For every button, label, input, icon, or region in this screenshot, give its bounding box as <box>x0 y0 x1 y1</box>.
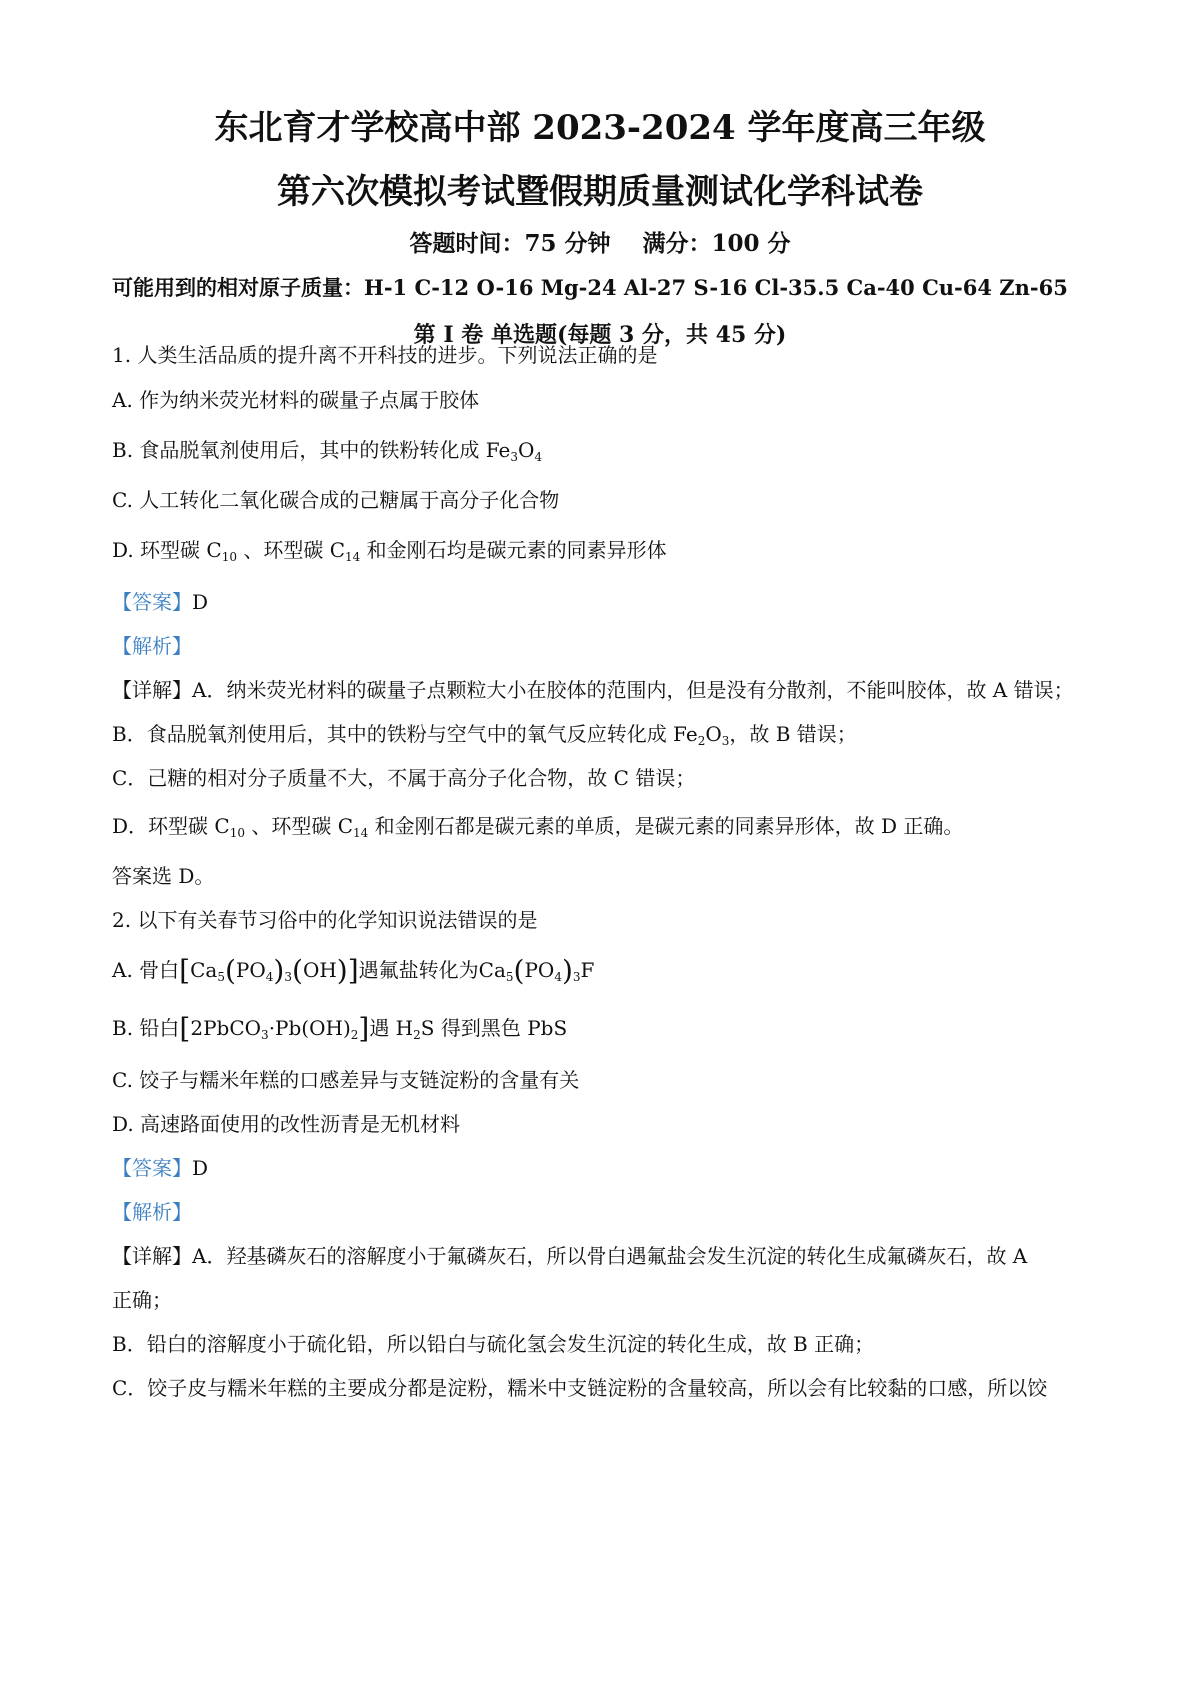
q1-answer: 【答案】D <box>112 590 209 614</box>
q2-option-a: A. 骨白$[Ca_5(PO_4)_3(OH)]$遇氟盐转化为$Ca_5(PO_4)_3F$ <box>112 954 595 987</box>
formula-hydroxyapatite: $[Ca_5(PO_4)_3(OH)]$ <box>179 954 359 987</box>
q2-stem: 2. 以下有关春节习俗中的化学知识说法错误的是 <box>112 908 538 932</box>
q1-option-b: B. 食品脱氧剂使用后，其中的铁粉转化成 $Fe_3O_4$ <box>112 438 543 464</box>
q2-analysis-tag: 【解析】 <box>112 1200 192 1224</box>
q1-detail-a: 【详解】A．纳米荧光材料的碳量子点颗粒大小在胶体的范围内，但是没有分散剂，不能叫胶体，故 A 错误； <box>112 678 1074 702</box>
q2-detail-a1: 【详解】A．羟基磷灰石的溶解度小于氟磷灰石，所以骨白遇氟盐会发生沉淀的转化生成氟磷灰石，故 A <box>112 1244 1028 1268</box>
q1-detail-c: C．己糖的相对分子质量不大，不属于高分子化合物，故 C 错误； <box>112 766 696 790</box>
q1-analysis-tag: 【解析】 <box>112 634 192 658</box>
exam-info: 答题时间：75 分钟 满分：100 分 <box>409 230 791 257</box>
answer-tag: 【答案】 <box>112 590 192 614</box>
q2-answer: 【答案】D <box>112 1156 209 1180</box>
exam-title-line2: 第六次模拟考试暨假期质量测试化学科试卷 <box>277 172 923 212</box>
q2-detail-c: C．饺子皮与糯米年糕的主要成分都是淀粉，糯米中支链淀粉的含量较高，所以会有比较黏的口感，所以饺 <box>112 1376 1048 1400</box>
q2-detail-a2: 正确； <box>112 1288 172 1312</box>
atomic-masses: 可能用到的相对原子质量：H-1 C-12 O-16 Mg-24 Al-27 S-16 Cl-35.5 Ca-40 Cu-64 Zn-65 <box>112 275 1068 300</box>
formula-lead-white: $[2PbCO_3\cdot Pb(OH)_2]$ <box>179 1012 370 1045</box>
q2-option-b: B. 铅白$[2PbCO_3\cdot Pb(OH)_2]$遇 $H_2S$ 得到黑色 PbS <box>112 1012 568 1045</box>
q1-option-d: D. 环型碳 $C_{10}$ 、环型碳 $C_{14}$ 和金刚石均是碳元素的同素异形体 <box>112 538 667 564</box>
formula-fluorapatite: $Ca_5(PO_4)_3F$ <box>478 954 595 987</box>
q2-option-d: D. 高速路面使用的改性沥青是无机材料 <box>112 1112 461 1136</box>
q1-stem: 1. 人类生活品质的提升离不开科技的进步。下列说法正确的是 <box>112 343 658 367</box>
q1-detail-b: B．食品脱氧剂使用后，其中的铁粉与空气中的氧气反应转化成 $Fe_2O_3$，故 B 错误； <box>112 722 857 748</box>
q1-option-a: A. 作为纳米荧光材料的碳量子点属于胶体 <box>112 388 480 412</box>
exam-title-line1: 东北育才学校高中部 2023-2024 学年度高三年级 <box>214 108 986 148</box>
q2-option-c: C. 饺子与糯米年糕的口感差异与支链淀粉的含量有关 <box>112 1068 580 1092</box>
q1-conclusion: 答案选 D。 <box>112 864 215 888</box>
section-title: 第 I 卷 单选题(每题 3 分，共 45 分) <box>413 322 787 348</box>
q1-detail-d: D．环型碳 $C_{10}$ 、环型碳 $C_{14}$ 和金刚石都是碳元素的单质，是碳元素的同素异形体，故 D 正确。 <box>112 814 964 840</box>
q2-detail-b: B．铅白的溶解度小于硫化铅，所以铅白与硫化氢会发生沉淀的转化生成，故 B 正确； <box>112 1332 875 1356</box>
answer-tag: 【答案】 <box>112 1156 192 1180</box>
q1-option-c: C. 人工转化二氧化碳合成的己糖属于高分子化合物 <box>112 488 560 512</box>
